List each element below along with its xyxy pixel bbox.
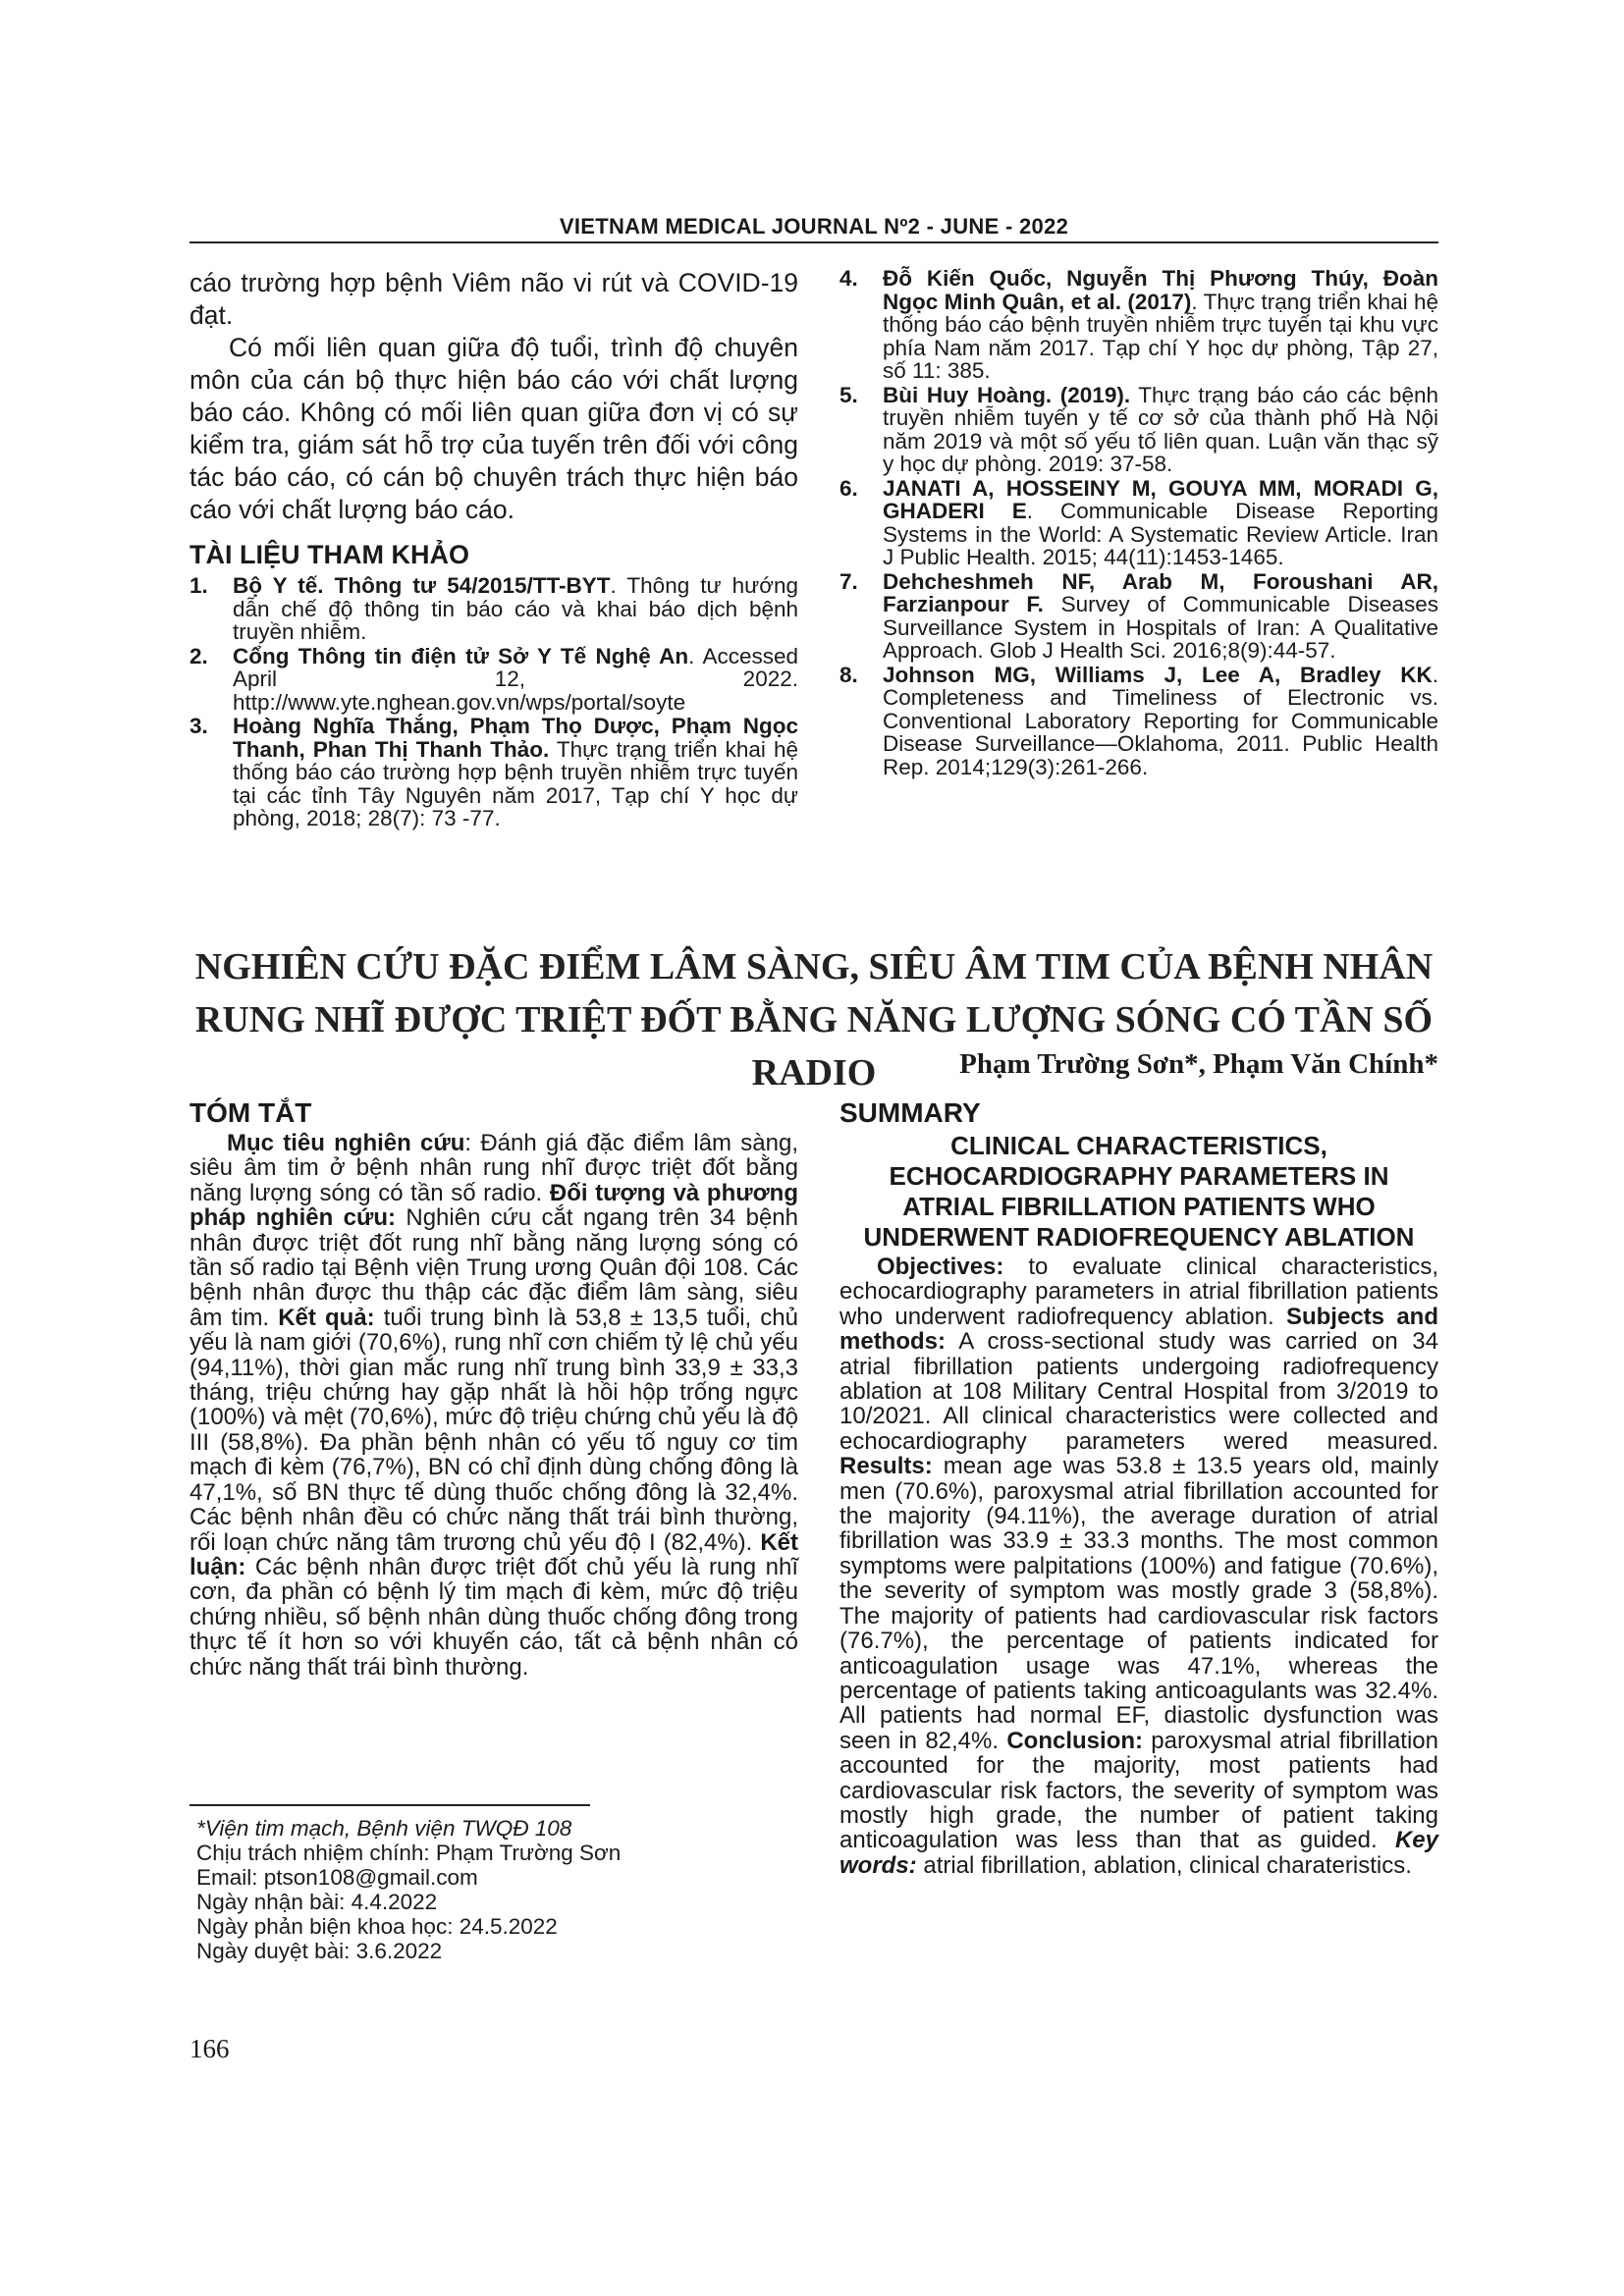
reference-item (189, 715, 798, 830)
footnote-reviewed: Ngày phản biện khoa học: 24.5.2022 (196, 1914, 558, 1939)
conclusion-paragraph-1: cáo trường hợp bệnh Viêm não vi rút và COVID-19 đạt. (189, 268, 798, 330)
reference-authors: Cổng Thông tin điện tử Sở Y Tế Nghệ An (233, 643, 689, 668)
header-rule (189, 241, 1438, 243)
summary-methods-label: Subjects and methods: (839, 1303, 1439, 1356)
conclusion-paragraph-2: Có mối liên quan giữa độ tuổi, trình độ chuyên môn của cán bộ thực hiện báo cáo với chất lượng báo cáo. Không có mối liên quan giữa đơn vị có sự kiểm tra, giám sát hỗ trợ của tuyến trên đối với công tác báo cáo, có cán bộ chuyên trách thực hiện báo cáo với chất lượng báo cáo. (189, 333, 798, 524)
reference-number: 8. (839, 662, 858, 687)
footnote-email: Email: ptson108@gmail.com (196, 1865, 478, 1890)
summary-title-line-1: CLINICAL CHARACTERISTICS, (950, 1131, 1327, 1160)
reference-text: . Completeness and Timeliness of Electronic vs. Conventional Laboratory Reporting for Communicable Disease Surveillance—Oklahoma, 2011. Public Health Rep. 2014;129(3):261-266. (883, 662, 1438, 779)
footnote-affiliation: *Viện tim mạch, Bệnh viện TWQĐ 108 (196, 1816, 572, 1841)
english-summary (839, 1097, 1438, 1878)
summary-keywords-label: Key words: (839, 1827, 1438, 1879)
tomtat-objective-text: : Đánh giá đặc điểm lâm sàng, siêu âm tim ở bệnh nhân rung nhĩ được triệt đốt bằng năng lượng sóng có tần số radio. (189, 1130, 798, 1206)
summary-title-line-3: ATRIAL FIBRILLATION PATIENTS WHO (902, 1192, 1376, 1221)
reference-authors: JANATI A, HOSSEINY M, GOUYA MM, MORADI G, GHADERI E (883, 475, 1438, 523)
reference-item (839, 267, 1438, 383)
reference-text: . Communicable Disease Reporting Systems in the World: A Systematic Review Article. Iran J Public Health. 2015; 44(11):1453-1465. (883, 499, 1438, 569)
reference-number: 1. (189, 573, 208, 598)
reference-text: Thực trạng triển khai hệ thống báo cáo trường hợp bệnh truyền nhiễm trực tuyến tại các tỉnh Tây Nguyên năm 2017, Tạp chí Y học dự phòng, 2018; 28(7): 73 -77. (233, 736, 798, 830)
summary-title-line-2: ECHOCARDIOGRAPHY PARAMETERS IN (889, 1161, 1389, 1191)
journal-header: VIETNAM MEDICAL JOURNAL Nº2 - JUNE - 2022 (559, 214, 1069, 239)
reference-item (839, 664, 1438, 779)
tomtat-conclusion-label: Kết luận: (189, 1528, 798, 1580)
footnotes (196, 1816, 746, 1963)
vietnamese-abstract (189, 1097, 798, 1680)
page-number: 166 (189, 2034, 230, 2063)
reference-item (189, 645, 798, 715)
tomtat-objective-label: Mục tiêu nghiên cứu (227, 1130, 465, 1156)
reference-text: . Thực trạng triển khai hệ thống báo cáo bệnh truyền nhiễm trực tuyến tại khu vực phía Nam năm 2017. Tạp chí Y học dự phòng, Tập 27, số 11: 385. (883, 289, 1438, 383)
reference-text: . Accessed April 12, 2022. http://www.yte.nghean.gov.vn/wps/portal/soyte (233, 643, 798, 715)
summary-keywords-text: atrial fibrillation, ablation, clinical charateristics. (916, 1851, 1412, 1879)
reference-authors: Bộ Y tế. Thông tư 54/2015/TT-BYT (233, 573, 611, 598)
tomtat-results-text: tuổi trung bình là 53,8 ± 13,5 tuổi, chủ yếu là nam giới (70,6%), rung nhĩ cơn chiếm tỷ lệ chủ yếu (94,11%), thời gian mắc rung nhĩ trung bình 33,9 ± 33,3 tháng, triệu chứng hay gặp nhất là hồi hộp trống ngực (100%) và mệt (70,6%), mức độ triệu chứng chủ yếu là độ III (58,8%). Đa phần bệnh nhân có yếu tố nguy cơ tim mạch đi kèm (76,7%), BN có chỉ định dùng chống đông là 47,1%, số BN thực tế dùng thuốc chống đông là 32,4%. Các bệnh nhân đều có chức năng thất trái bình thường, rối loạn chức năng tâm trương chủ yếu độ I (82,4%). (189, 1304, 798, 1556)
footnote-approved: Ngày duyệt bài: 3.6.2022 (196, 1939, 443, 1963)
summary-objectives-text: to evaluate clinical characteristics, echocardiography parameters in atrial fibrillation patients who underwent radiofrequency ablation. (839, 1254, 1438, 1330)
reference-authors: Đỗ Kiến Quốc, Nguyễn Thị Phương Thúy, Đoàn Ngọc Minh Quân, et al. (2017) (883, 266, 1438, 314)
reference-number: 5. (839, 382, 858, 407)
prev-article-left-column (189, 267, 798, 831)
summary-title (839, 1131, 1438, 1253)
reference-item (189, 574, 798, 644)
reference-authors: Dehcheshmeh NF, Arab M, Foroushani AR, Farzianpour F. (883, 568, 1438, 616)
summary-title-line-4: UNDERWENT RADIOFREQUENCY ABLATION (863, 1222, 1415, 1252)
summary-heading: SUMMARY (839, 1097, 981, 1128)
reference-authors: Bùi Huy Hoàng. (2019). (883, 382, 1131, 407)
references-heading: TÀI LIỆU THAM KHẢO (189, 540, 469, 569)
summary-methods-text: A cross-sectional study was carried on 34 atrial fibrillation patients undergoing radiofrequency ablation at 108 Military Central Hospital from 3/2019 to 10/2021. All clinical characteristics were collected and echocardiography parameters wered measured. (839, 1328, 1438, 1455)
tomtat-results-label: Kết quả: (278, 1304, 375, 1331)
reference-item (839, 384, 1438, 476)
footnote-rule (189, 1804, 590, 1806)
tomtat-body (189, 1131, 798, 1680)
reference-text: Thực trạng báo cáo các bệnh truyền nhiễm tuyến y tế cơ sở của thành phố Hà Nội năm 2019 và một số yếu tố liên quan. Luận văn thạc sỹ y học dự phòng. 2019: 37-58. (883, 382, 1438, 476)
summary-results-text: mean age was 53.8 ± 13.5 years old, mainly men (70.6%), paroxysmal atrial fibrillation accounted for the majority (94.11%), the average duration of atrial fibrillation was 33.9 ± 33.3 months. The most common symptoms were palpitations (100%) and fatigue (70.6%), the severity of symptom was mostly grade 3 (58,8%). The majority of patients had cardiovascular risk factors (76.7%), the percentage of patients indicated for anticoagulation usage was 47.1%, whereas the percentage of patients taking anticoagulants was 32.4%. All patients had normal EF, diastolic dysfunction was seen in 82,4%. (839, 1453, 1438, 1754)
reference-number: 6. (839, 475, 858, 501)
reference-authors: Hoàng Nghĩa Thắng, Phạm Thọ Dược, Phạm Ngọc Thanh, Phan Thị Thanh Thảo. (233, 714, 798, 762)
summary-objectives-label: Objectives: (877, 1254, 1004, 1280)
article-title-line-1: NGHIÊN CỨU ĐẶC ĐIỂM LÂM SÀNG, SIÊU ÂM TIM CỦA BỆNH NHÂN (194, 946, 1434, 988)
reference-authors: Johnson MG, Williams J, Lee A, Bradley KK (883, 662, 1433, 687)
summary-body (839, 1255, 1438, 1878)
prev-article-right-column (839, 267, 1438, 779)
reference-item (839, 477, 1438, 569)
summary-conclusion-text: paroxysmal atrial fibrillation accounted for the majority, most patients had cardiovascular risk factors, the severity of symptom was mostly high grade, the number of patient taking anticoagulation was less than that as guided. (839, 1727, 1438, 1854)
reference-list-left (189, 574, 798, 830)
tomtat-methods-text: Nghiên cứu cắt ngang trên 34 bệnh nhân được triệt đốt rung nhĩ bằng năng lượng sóng có tần số radio tại Bệnh viện Trung ương Quân đội 108. Các bệnh nhân được thu thập các đặc điểm lâm sàng, siêu âm tim. (189, 1204, 799, 1331)
article-title-line-2: RUNG NHĨ ĐƯỢC TRIỆT ĐỐT BẰNG NĂNG LƯỢNG SÓNG CÓ TẦN SỐ RADIO (194, 999, 1434, 1094)
summary-results-label: Results: (839, 1453, 933, 1480)
tomtat-conclusion-text: Các bệnh nhân được triệt đốt chủ yếu là rung nhĩ cơn, đa phần có bệnh lý tim mạch đi kèm, mức độ triệu chứng nhiều, số bệnh nhân dùng thuốc chống đông trong thực tế ít hơn so với khuyến cáo, tất cả bệnh nhân có chức năng thất trái bình thường. (189, 1553, 798, 1681)
tomtat-heading: TÓM TẮT (189, 1097, 312, 1128)
tomtat-methods-label: Đối tượng và phương pháp nghiên cứu: (189, 1179, 798, 1232)
reference-number: 4. (839, 266, 858, 291)
reference-text: . Thông tư hướng dẫn chế độ thông tin báo cáo và khai báo dịch bệnh truyền nhiễm. (233, 573, 798, 644)
footnote-responsible: Chịu trách nhiệm chính: Phạm Trường Sơn (196, 1841, 622, 1865)
article-authors: Phạm Trường Sơn*, Phạm Văn Chính* (959, 1048, 1438, 1080)
summary-conclusion-label: Conclusion: (1006, 1727, 1143, 1754)
reference-text: Survey of Communicable Diseases Surveillance System in Hospitals of Iran: A Qualitative Approach. Glob J Health Sci. 2016;8(9):44-57. (883, 592, 1438, 663)
reference-number: 3. (189, 714, 208, 738)
footnote-received: Ngày nhận bài: 4.4.2022 (196, 1890, 438, 1914)
reference-item (839, 570, 1438, 663)
reference-number: 2. (189, 643, 208, 668)
reference-number: 7. (839, 568, 858, 594)
reference-list-right (839, 267, 1438, 778)
